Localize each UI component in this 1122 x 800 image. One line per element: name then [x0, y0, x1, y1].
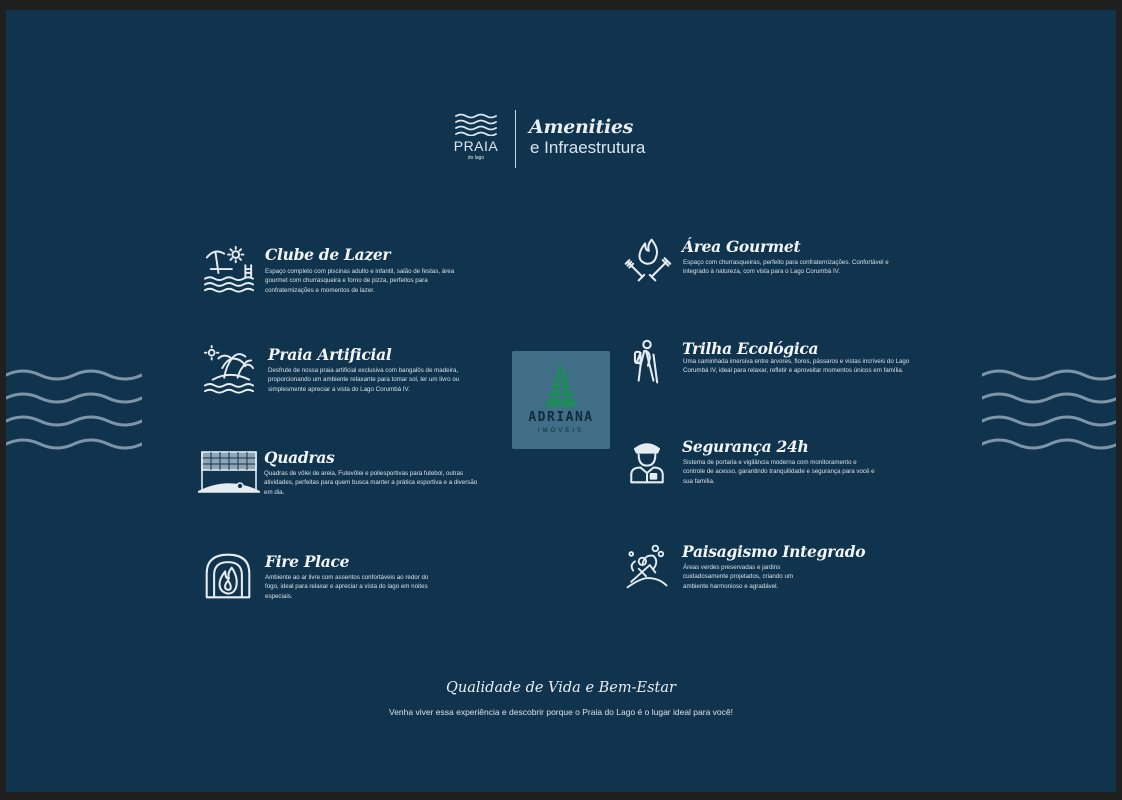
amenity-description: Desfrute de nossa praia artificial exclusiva com bangalôs de madeira, proporcionando um ambiente relaxante para tomar sol, ler um livro ou simplesmente apreciar a vista do Lago Corumbá IV.: [268, 367, 460, 393]
landscaping-icon: [622, 541, 672, 591]
amenity-description: Ambiente ao ar livre com assentos confortáveis ao redor do fogo, ideal para relaxar e apreciar a vista do lago em noites especiais.: [265, 574, 429, 600]
footer-text: Venha viver essa experiência e descobrir porque o Praia do Lago é o lugar ideal para você!: [389, 707, 733, 717]
watermark-sub: IMÓVEIS: [537, 428, 584, 434]
adriana-imoveis-watermark: [512, 351, 610, 449]
praia-logo: [450, 112, 502, 170]
page-title: Amenities: [529, 116, 634, 138]
amenity-description: Espaço completo com piscinas adulto e infantil, salão de festas, área gourmet com churrasqueira e forno de pizza, perfeitos para confraternizações e momentos de lazer.: [265, 268, 455, 294]
amenity-praia-artificial: [203, 345, 493, 405]
brand-name: PRAIA: [453, 138, 499, 154]
brand-sub: do lago: [467, 155, 485, 161]
amenity-trilha-ecologica: [622, 338, 922, 398]
brand-divider: [515, 110, 516, 168]
watermark-name: ADRIANA: [528, 410, 594, 425]
sports-court-icon: [198, 448, 260, 494]
page-subtitle: e Infraestrutura: [530, 138, 646, 157]
fireplace-icon: [203, 551, 253, 601]
amenity-paisagismo-integrado: [622, 541, 922, 601]
amenity-title: Segurança 24h: [682, 437, 809, 456]
amenity-title: Clube de Lazer: [265, 245, 391, 264]
grill-icon: [622, 236, 672, 286]
footer-title: Qualidade de Vida e Bem-Estar: [446, 680, 676, 696]
amenity-description: Quadras de vôlei de areia, Futevôlei e poliesportivas para futebol, outras atividades, perfeitas para quem busca manter a prática esportiva e a diversão em dia.: [264, 470, 478, 496]
amenity-title: Fire Place: [265, 552, 350, 571]
amenity-title: Quadras: [264, 448, 335, 467]
amenity-title: Trilha Ecológica: [682, 339, 819, 358]
amenity-title: Praia Artificial: [268, 345, 392, 364]
amenity-fire-place: [203, 551, 493, 611]
right-waves-decoration: [982, 365, 1116, 455]
security-guard-icon: [622, 436, 672, 486]
left-waves-decoration: [6, 365, 142, 455]
pool-icon: [203, 244, 255, 296]
amenity-clube-de-lazer: [203, 244, 493, 304]
amenity-title: Área Gourmet: [682, 237, 801, 256]
tree-logo-icon: [539, 359, 583, 409]
amenity-area-gourmet: [622, 236, 922, 296]
amenity-seguranca-24h: [622, 436, 922, 496]
amenity-description: Áreas verdes preservadas e jardins cuidadosamente projetados, criando um ambiente harmonioso e agradável.: [683, 564, 794, 590]
amenity-description: Sistema de portaria e vigilância moderna com monitoramento e controle de acesso, garantindo tranquilidade e segurança para você e sua família.: [683, 459, 875, 485]
amenity-description: Uma caminhada imersiva entre árvores, flores, pássaros e vistas incríveis do Lago Corumbá IV, ideal para relaxar, refletir e aproveitar momentos únicos em família.: [683, 358, 910, 375]
hiker-icon: [622, 338, 672, 388]
palm-island-icon: [203, 345, 255, 397]
waves-logo-icon: [454, 112, 498, 136]
amenity-quadras: [198, 448, 498, 508]
amenity-description: Espaço com churrasqueiras, perfeito para confraternizações. Confortável e integrado à natureza, com vista para o Lago Corumbá IV.: [683, 259, 889, 276]
amenity-title: Paisagismo Integrado: [682, 542, 866, 561]
brand-header: [450, 108, 710, 172]
